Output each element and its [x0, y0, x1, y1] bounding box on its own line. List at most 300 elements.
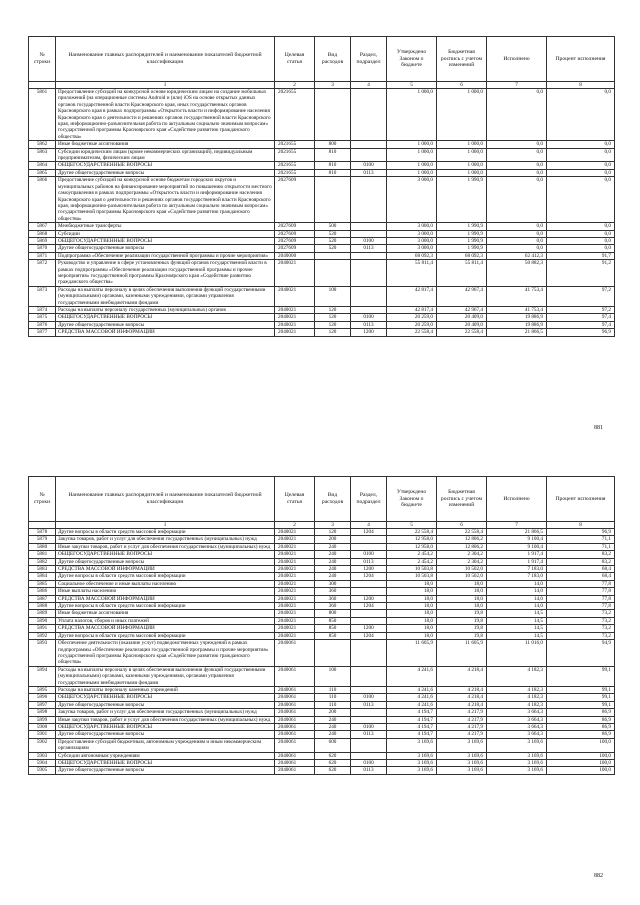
row-name-cell: Расходы на выплаты персоналу казенных учреждений: [56, 686, 275, 693]
table-row: [29, 237, 615, 244]
section-cell: 0100: [351, 723, 387, 730]
executed-cell: 0,0: [487, 237, 547, 244]
budget-cell: 4 218,4: [437, 701, 487, 708]
expense-kind-cell: 850: [315, 632, 351, 639]
approved-cell: 10 503,8: [387, 573, 437, 580]
budget-cell: 1 000,0: [437, 162, 487, 169]
table-row: [29, 566, 615, 573]
expense-kind-cell: [315, 177, 351, 223]
percent-cell: 100,0: [547, 738, 615, 752]
section-cell: 0113: [351, 558, 387, 565]
target-article-cell: 2040021: [275, 558, 315, 565]
row-number-cell: 5872: [29, 260, 56, 287]
budget-cell: 3 169,6: [437, 738, 487, 752]
percent-cell: 100,0: [547, 752, 615, 759]
percent-cell: 77,8: [547, 580, 615, 587]
budget-cell: 3 169,6: [437, 752, 487, 759]
approved-cell: 3 169,6: [387, 767, 437, 774]
percent-cell: 68,4: [547, 566, 615, 573]
section-cell: [351, 260, 387, 287]
row-number-cell: 5885: [29, 580, 56, 587]
executed-cell: 0,0: [487, 245, 547, 252]
approved-cell: 22 558,4: [387, 529, 437, 536]
expense-kind-cell: [315, 260, 351, 287]
approved-cell: 3 169,6: [387, 752, 437, 759]
approved-cell: 12 958,0: [387, 543, 437, 550]
row-number-cell: 5867: [29, 223, 56, 230]
percent-cell: 77,8: [547, 588, 615, 595]
approved-cell: 1 000,0: [387, 162, 437, 169]
percent-cell: 86,9: [547, 716, 615, 723]
header-target-article: Целевая статья: [275, 477, 315, 522]
percent-cell: 97,4: [547, 321, 615, 328]
row-number-cell: 5878: [29, 529, 56, 536]
budget-cell: 4 217,9: [437, 731, 487, 738]
row-number-cell: 5864: [29, 162, 56, 169]
approved-cell: 68 092,3: [387, 252, 437, 259]
budget-cell: 4 217,9: [437, 716, 487, 723]
row-number-cell: 5900: [29, 723, 56, 730]
percent-cell: 94,9: [547, 640, 615, 667]
section-cell: 0113: [351, 245, 387, 252]
target-article-cell: 2040021: [275, 603, 315, 610]
row-name-cell: Субсидии автономным учреждениям: [56, 752, 275, 759]
approved-cell: 18,0: [387, 580, 437, 587]
row-number-cell: 5869: [29, 237, 56, 244]
approved-cell: 4 241,6: [387, 701, 437, 708]
approved-cell: 42 817,4: [387, 307, 437, 314]
table-row: [29, 252, 615, 259]
row-number-cell: 5895: [29, 686, 56, 693]
table-row: [29, 760, 615, 767]
percent-cell: 96,9: [547, 529, 615, 536]
expense-kind-cell: 360: [315, 603, 351, 610]
percent-cell: 86,9: [547, 723, 615, 730]
budget-cell: 12 806,2: [437, 536, 487, 543]
section-cell: [351, 709, 387, 716]
header-approved: Утверждено Законом о бюджете: [387, 37, 437, 82]
approved-cell: 4 194,7: [387, 716, 437, 723]
executed-cell: 21 866,5: [487, 329, 547, 336]
header-section: Раздел, подраздел: [351, 477, 387, 522]
row-name-cell: Уплата налогов, сборов и иных платежей: [56, 617, 275, 624]
table-row: [29, 731, 615, 738]
row-number-cell: 5897: [29, 701, 56, 708]
row-name-cell: Иные закупки товаров, работ и услуг для обеспечения государственных (муниципальных) нужд: [56, 543, 275, 550]
approved-cell: 3 000,0: [387, 245, 437, 252]
executed-cell: 11 016,0: [487, 640, 547, 667]
row-number-cell: 5874: [29, 307, 56, 314]
executed-cell: 0,0: [487, 89, 547, 141]
column-number: [29, 82, 56, 89]
section-cell: [351, 536, 387, 543]
target-article-cell: 2027609: [275, 230, 315, 237]
approved-cell: 18,0: [387, 610, 437, 617]
executed-cell: 3 664,3: [487, 709, 547, 716]
header-expense-kind: Вид расходов: [315, 477, 351, 522]
executed-cell: 3 169,6: [487, 738, 547, 752]
expense-kind-cell: 810: [315, 169, 351, 176]
executed-cell: 3 664,3: [487, 723, 547, 730]
table-row: [29, 610, 615, 617]
approved-cell: 3 000,0: [387, 230, 437, 237]
row-number-cell: 5901: [29, 731, 56, 738]
table-row: [29, 625, 615, 632]
table-row: [29, 230, 615, 237]
row-name-cell: Предоставление субсидий на конкурсной основе бюджетам городских округов и муниципальных районов на финансирование мероприятий по повышению открытости местного самоуправления в рамках подпрограммы «Открытость власти и информирование населения Красноярского края о деятельности и решениях органов государственной власти Красноярского края, информационно-разъяснительная работа по актуальным социально значимым вопросам» государственной программы Красноярского края «Содействие развитию гражданского общества»: [56, 177, 275, 223]
row-number-cell: 5902: [29, 738, 56, 752]
section-cell: 1204: [351, 529, 387, 536]
row-name-cell: Другие общегосударственные вопросы: [56, 245, 275, 252]
approved-cell: 3 169,6: [387, 760, 437, 767]
table-row: [29, 169, 615, 176]
expense-kind-cell: 110: [315, 694, 351, 701]
header-budget-with-changes: Бюджетная роспись с учетом изменений: [437, 477, 487, 522]
percent-cell: 73,2: [547, 610, 615, 617]
approved-cell: 4 194,7: [387, 731, 437, 738]
approved-cell: 1 000,0: [387, 169, 437, 176]
expense-kind-cell: 120: [315, 529, 351, 536]
percent-cell: 0,0: [547, 230, 615, 237]
table-row: [29, 686, 615, 693]
header-row-number: № строки: [29, 477, 56, 522]
expense-kind-cell: 600: [315, 738, 351, 752]
page-number: 882: [594, 873, 603, 879]
row-name-cell: Расходы на выплаты персоналу государственных (муниципальных) органов: [56, 307, 275, 314]
executed-cell: 4 182,3: [487, 666, 547, 686]
header-target-article: Целевая статья: [275, 37, 315, 82]
budget-cell: 12 806,2: [437, 543, 487, 550]
row-name-cell: Другие вопросы в области средств массовой информации: [56, 632, 275, 639]
budget-cell: 18,0: [437, 595, 487, 602]
table-row: [29, 716, 615, 723]
executed-cell: 1 917,4: [487, 558, 547, 565]
percent-cell: 73,2: [547, 625, 615, 632]
target-article-cell: 2027609: [275, 223, 315, 230]
budget-cell: 4 218,4: [437, 694, 487, 701]
expense-kind-cell: 300: [315, 580, 351, 587]
percent-cell: 91,2: [547, 260, 615, 287]
executed-cell: 14,5: [487, 625, 547, 632]
target-article-cell: 2040061: [275, 640, 315, 667]
section-cell: 1204: [351, 573, 387, 580]
table-row: [29, 617, 615, 624]
percent-cell: 99,1: [547, 686, 615, 693]
budget-table-page-882: [28, 476, 614, 775]
expense-kind-cell: 520: [315, 237, 351, 244]
expense-kind-cell: 240: [315, 558, 351, 565]
target-article-cell: 2040061: [275, 694, 315, 701]
row-number-cell: 5896: [29, 694, 56, 701]
column-number: 4: [351, 82, 387, 89]
row-name-cell: СРЕДСТВА МАССОВОЙ ИНФОРМАЦИИ: [56, 329, 275, 336]
row-name-cell: Руководство и управление в сфере установленных функций органов государственной власти в рамках подпрограммы «Обеспечение реализации государственной программы и прочие мероприятия» государственной программы Красноярского края «Содействие развитию гражданского общества»: [56, 260, 275, 287]
target-article-cell: 2027609: [275, 245, 315, 252]
row-number-cell: 5899: [29, 716, 56, 723]
percent-cell: 68,4: [547, 573, 615, 580]
row-number-cell: 5879: [29, 536, 56, 543]
table-row: [29, 640, 615, 667]
percent-cell: 71,1: [547, 543, 615, 550]
percent-cell: 99,1: [547, 701, 615, 708]
row-name-cell: Другие общегосударственные вопросы: [56, 767, 275, 774]
executed-cell: 0,0: [487, 148, 547, 162]
expense-kind-cell: 120: [315, 314, 351, 321]
table-header: [29, 477, 615, 522]
row-name-cell: ОБЩЕГОСУДАРСТВЕННЫЕ ВОПРОСЫ: [56, 551, 275, 558]
percent-cell: 0,0: [547, 169, 615, 176]
column-number: 5: [387, 82, 437, 89]
expense-kind-cell: 120: [315, 307, 351, 314]
executed-cell: 0,0: [487, 230, 547, 237]
percent-cell: 97,2: [547, 307, 615, 314]
target-article-cell: 2040061: [275, 738, 315, 752]
budget-cell: 55 811,4: [437, 260, 487, 287]
executed-cell: 0,0: [487, 223, 547, 230]
executed-cell: 14,5: [487, 610, 547, 617]
executed-cell: 3 169,6: [487, 752, 547, 759]
row-name-cell: Расходы на выплаты персоналу в целях обеспечения выполнения функций государственными (муниципальными) органами, казенными учреждениями, органами управления государственными внебюджетными фондами: [56, 666, 275, 686]
row-name-cell: Закупка товаров, работ и услуг для обеспечения государственных (муниципальных) нужд: [56, 709, 275, 716]
row-number-cell: 5865: [29, 169, 56, 176]
row-name-cell: Другие вопросы в области средств массовой информации: [56, 573, 275, 580]
table-body: [29, 89, 615, 337]
target-article-cell: 2040021: [275, 595, 315, 602]
column-number: 2: [275, 82, 315, 89]
target-article-cell: 2040061: [275, 701, 315, 708]
budget-cell: 1 000,0: [437, 141, 487, 148]
percent-cell: 73,2: [547, 632, 615, 639]
row-number-cell: 5891: [29, 625, 56, 632]
approved-cell: 18,0: [387, 617, 437, 624]
section-cell: 1204: [351, 603, 387, 610]
budget-cell: 19,8: [437, 625, 487, 632]
percent-cell: 83,2: [547, 558, 615, 565]
row-number-cell: 5875: [29, 314, 56, 321]
percent-cell: 0,0: [547, 141, 615, 148]
target-article-cell: 2040021: [275, 588, 315, 595]
expense-kind-cell: 500: [315, 223, 351, 230]
row-name-cell: Иные бюджетные ассигнования: [56, 141, 275, 148]
row-number-cell: 5898: [29, 709, 56, 716]
table-row: [29, 148, 615, 162]
column-number: [29, 522, 56, 529]
executed-cell: 19 886,9: [487, 321, 547, 328]
column-number: 2: [275, 522, 315, 529]
row-name-cell: Предоставление субсидий бюджетным, автономным учреждениям и иным некоммерческим организациям: [56, 738, 275, 752]
expense-kind-cell: 120: [315, 329, 351, 336]
target-article-cell: 2021655: [275, 89, 315, 141]
column-number-row: [29, 522, 615, 529]
percent-cell: 99,1: [547, 694, 615, 701]
row-number-cell: 5890: [29, 617, 56, 624]
budget-cell: 1 990,9: [437, 223, 487, 230]
row-number-cell: 5881: [29, 551, 56, 558]
approved-cell: 4 241,6: [387, 694, 437, 701]
table-row: [29, 260, 615, 287]
table-row: [29, 329, 615, 336]
section-cell: 1200: [351, 566, 387, 573]
approved-cell: 3 000,0: [387, 177, 437, 223]
target-article-cell: 2021655: [275, 162, 315, 169]
expense-kind-cell: 240: [315, 716, 351, 723]
target-article-cell: 2021655: [275, 169, 315, 176]
header-name: Наименование главных распорядителей и наименование показателей бюджетной классификации: [56, 37, 275, 82]
budget-cell: 10 502,0: [437, 573, 487, 580]
table-row: [29, 694, 615, 701]
row-name-cell: Другие общегосударственные вопросы: [56, 558, 275, 565]
approved-cell: 42 817,4: [387, 286, 437, 306]
row-name-cell: Субсидии: [56, 230, 275, 237]
table-header: [29, 37, 615, 82]
target-article-cell: 2040021: [275, 529, 315, 536]
row-name-cell: ОБЩЕГОСУДАРСТВЕННЫЕ ВОПРОСЫ: [56, 314, 275, 321]
table-row: [29, 767, 615, 774]
executed-cell: 9 100,4: [487, 543, 547, 550]
budget-cell: 22 558,4: [437, 529, 487, 536]
percent-cell: 0,0: [547, 89, 615, 141]
budget-cell: 42 967,4: [437, 286, 487, 306]
percent-cell: 77,8: [547, 603, 615, 610]
table-row: [29, 321, 615, 328]
target-article-cell: 2040021: [275, 307, 315, 314]
section-cell: 0100: [351, 760, 387, 767]
row-name-cell: Субсидии юридическим лицам (кроме некоммерческих организаций), индивидуальным предпринимателям, физическим лицам: [56, 148, 275, 162]
table-row: [29, 723, 615, 730]
row-number-cell: 5866: [29, 177, 56, 223]
section-cell: [351, 141, 387, 148]
column-number: 7: [487, 82, 547, 89]
header-percent: Процент исполнения: [547, 37, 615, 82]
budget-cell: 3 169,6: [437, 760, 487, 767]
section-cell: [351, 716, 387, 723]
expense-kind-cell: 110: [315, 686, 351, 693]
budget-cell: 19,8: [437, 610, 487, 617]
expense-kind-cell: 110: [315, 701, 351, 708]
percent-cell: 97,2: [547, 286, 615, 306]
approved-cell: 3 169,6: [387, 738, 437, 752]
approved-cell: 10 503,8: [387, 566, 437, 573]
percent-cell: 100,0: [547, 760, 615, 767]
table-row: [29, 314, 615, 321]
expense-kind-cell: 850: [315, 625, 351, 632]
table-row: [29, 89, 615, 141]
approved-cell: 2 454,2: [387, 558, 437, 565]
table-row: [29, 223, 615, 230]
row-number-cell: 5862: [29, 141, 56, 148]
expense-kind-cell: 810: [315, 148, 351, 162]
executed-cell: 62 412,3: [487, 252, 547, 259]
executed-cell: 41 753,4: [487, 307, 547, 314]
row-number-cell: 5883: [29, 566, 56, 573]
row-name-cell: Другие общегосударственные вопросы: [56, 321, 275, 328]
approved-cell: 18,0: [387, 625, 437, 632]
expense-kind-cell: 800: [315, 141, 351, 148]
column-number: 1: [56, 522, 275, 529]
expense-kind-cell: 120: [315, 321, 351, 328]
row-number-cell: 5873: [29, 286, 56, 306]
table-row: [29, 536, 615, 543]
approved-cell: 22 558,4: [387, 329, 437, 336]
section-cell: 0113: [351, 731, 387, 738]
budget-cell: 20 409,0: [437, 314, 487, 321]
row-number-cell: 5905: [29, 767, 56, 774]
executed-cell: 14,0: [487, 580, 547, 587]
column-number: 3: [315, 522, 351, 529]
budget-cell: 2 304,2: [437, 551, 487, 558]
approved-cell: 3 000,0: [387, 223, 437, 230]
row-number-cell: 5886: [29, 588, 56, 595]
budget-table-page-881: [28, 36, 614, 337]
table-row: [29, 603, 615, 610]
executed-cell: 3 169,6: [487, 767, 547, 774]
row-name-cell: Закупка товаров, работ и услуг для обеспечения государственных (муниципальных) нужд: [56, 536, 275, 543]
budget-cell: 19,8: [437, 632, 487, 639]
column-number: 1: [56, 82, 275, 89]
row-number-cell: 5876: [29, 321, 56, 328]
header-row-number: № строки: [29, 37, 56, 82]
expense-kind-cell: 200: [315, 536, 351, 543]
target-article-cell: 2040061: [275, 752, 315, 759]
budget-cell: 18,0: [437, 603, 487, 610]
column-number: 5: [387, 522, 437, 529]
approved-cell: 18,0: [387, 632, 437, 639]
target-article-cell: 2040021: [275, 573, 315, 580]
executed-cell: 1 917,4: [487, 551, 547, 558]
percent-cell: 97,4: [547, 314, 615, 321]
column-number: 4: [351, 522, 387, 529]
table-row: [29, 286, 615, 306]
budget-cell: 4 217,9: [437, 723, 487, 730]
approved-cell: 2 454,2: [387, 551, 437, 558]
approved-cell: 18,0: [387, 588, 437, 595]
expense-kind-cell: 360: [315, 595, 351, 602]
target-article-cell: 2040021: [275, 260, 315, 287]
section-cell: 0113: [351, 169, 387, 176]
percent-cell: 86,9: [547, 709, 615, 716]
column-number: 6: [437, 522, 487, 529]
table-body: [29, 529, 615, 775]
target-article-cell: 2040021: [275, 329, 315, 336]
table-row: [29, 701, 615, 708]
table-row: [29, 307, 615, 314]
executed-cell: 4 182,3: [487, 686, 547, 693]
target-article-cell: 2027609: [275, 237, 315, 244]
percent-cell: 91,7: [547, 252, 615, 259]
table-row: [29, 543, 615, 550]
section-cell: 1200: [351, 595, 387, 602]
target-article-cell: 2040061: [275, 723, 315, 730]
percent-cell: 0,0: [547, 223, 615, 230]
section-cell: 0113: [351, 701, 387, 708]
table-row: [29, 595, 615, 602]
executed-cell: 3 664,3: [487, 716, 547, 723]
expense-kind-cell: 520: [315, 245, 351, 252]
target-article-cell: 2040021: [275, 536, 315, 543]
approved-cell: 4 194,7: [387, 709, 437, 716]
table-row: [29, 551, 615, 558]
percent-cell: 100,0: [547, 767, 615, 774]
target-article-cell: 2040061: [275, 760, 315, 767]
header-section: Раздел, подраздел: [351, 37, 387, 82]
target-article-cell: 2040021: [275, 617, 315, 624]
table-row: [29, 529, 615, 536]
target-article-cell: 2040061: [275, 767, 315, 774]
section-cell: [351, 738, 387, 752]
budget-cell: 10 502,0: [437, 566, 487, 573]
row-number-cell: 5863: [29, 148, 56, 162]
target-article-cell: 2027609: [275, 177, 315, 223]
